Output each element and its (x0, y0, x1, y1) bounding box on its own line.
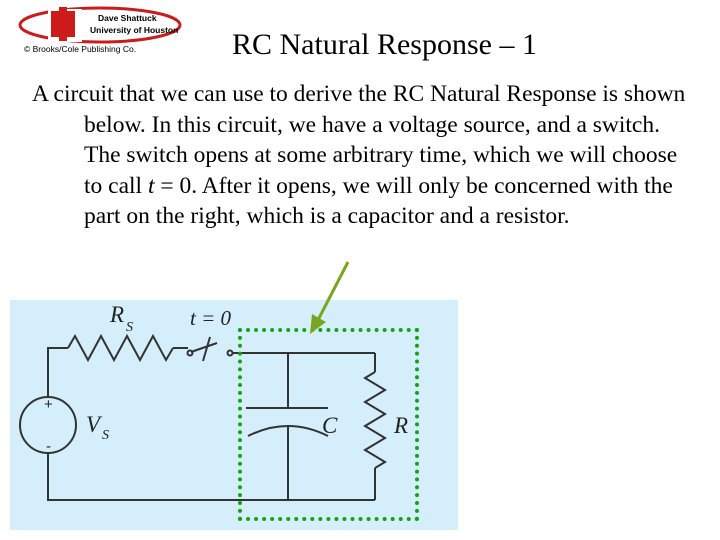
resistor-rs-icon (68, 336, 173, 360)
switch-blade-icon (191, 343, 217, 352)
body-text-part1: A circuit that we can use to derive the RC Natural Response is shown below. In this circuit, we have a voltage source, and a switch. The switch opens at some arbitrary time, which we will choose to call (32, 81, 686, 199)
rc-highlight-box (238, 328, 419, 521)
switch-arrow-icon (203, 337, 210, 361)
resistor-label: R (394, 413, 409, 438)
switch-contact-right (228, 351, 233, 356)
slide-body (32, 79, 692, 232)
logo-author: Dave Shattuck (98, 13, 157, 23)
body-paragraph (32, 79, 692, 232)
slide-title: RC Natural Response – 1 (232, 28, 537, 61)
capacitor-label: C (322, 413, 338, 438)
source-plus-sign: + (44, 396, 53, 413)
vs-label: V (86, 412, 101, 437)
logo-copyright: © Brooks/Cole Publishing Co. (24, 44, 137, 54)
source-minus-sign: - (46, 438, 51, 455)
rs-subscript: S (126, 320, 133, 335)
vs-subscript: S (102, 428, 109, 443)
rs-label: R (110, 302, 125, 327)
switch-time-label: t = 0 (190, 306, 232, 330)
time-variable: t (147, 172, 155, 199)
uh-monogram-icon (51, 7, 75, 41)
wire-top-left (48, 348, 68, 397)
publisher-logo (10, 4, 182, 56)
logo-university: University of Houston (90, 25, 179, 35)
body-text-part2: = 0. After it opens, we will only be concerned with the part on the right, which is a capacitor and a resistor. (84, 172, 673, 229)
